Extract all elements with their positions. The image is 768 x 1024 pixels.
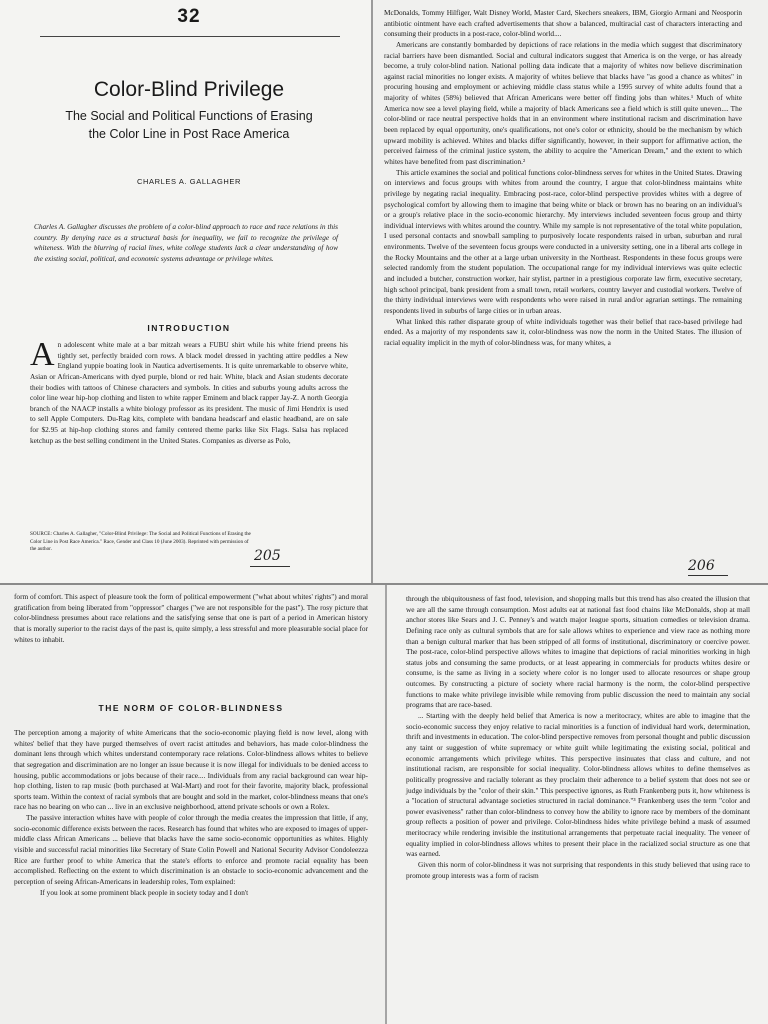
introduction-text	[30, 336, 348, 446]
block-quote: If you look at some prominent black people in society today and I don't	[40, 887, 249, 897]
handwritten-page-number: 206	[688, 558, 715, 574]
handwritten-page-number: 205	[254, 548, 281, 564]
page-seam	[371, 0, 373, 584]
chapter-abstract: Charles A. Gallagher discusses the problem of a color-blind approach to race and race relations in this country. By denying race as a structural basis for inequality, we fail to recognize the privilege of whiteness. With the blurring of racial lines, white college students lack a clear understanding of how the existing social, political, and economic systems advantage or privilege whites.	[34, 222, 338, 263]
page-seam	[0, 583, 768, 585]
page-207	[0, 584, 386, 1024]
page-207-lead	[14, 592, 368, 645]
page-206	[372, 0, 768, 584]
paragraph: The perception among a majority of white Americans that the socio-economic playing field is now level, along with whites' belief that they have purged themselves of overt racist attitudes and behaviors, has made color-blindness the dominant lens through which whites understand contemporary race relations. Color-blindness allows whites to believe that segregation and discrimination are no longer an issue because it is now illegal for individuals to be denied access to housing, public accommodations or jobs because of their race.... Individuals from any racial background can wear hip-hop clothing, listen to rap music (both purchased at Wal-Mart) and root for their favorite, majority black, professional sports team. Within the context of racial symbols that are bought and sold in the market, color-blindness means that one's race has no bearing on who can ... live in an exclusive neighborhood, attend private schools or own a Rolex.	[14, 728, 368, 812]
paragraph: This article examines the social and political functions color-blindness serves for whites in the United States. Drawing on interviews and focus groups with whites from around the country, I argue that color-blindness maintains white privilege by negating racial inequality. Embracing post-race, color-blind perspective provides whites with a degree of psychological comfort by allowing them to imagine that being white or black or brown has no bearing on an individual's or a group's relative place in the socio-economic hierarchy. My interviews included seventeen focus group and thirty individual interviews with whites around the country. While my sample is not representative of the total white population, I used personal contacts and snowball sampling to purposively locate respondents raised in urban, suburban and rural environments. Twelve of the seventeen focus groups were conducted in a university setting, one in a liberal arts college in the Rocky Mountains and the other at a large urban university in the Northeast. Respondents in these focus groups were selected randomly from the student population. The occupational range for my individual interviews was quite eclectic and included a butcher, construction worker, hair stylist, partner in a prestigious corporate law firm, executive secretary, high school principal, bank president from a small town, retail workers, country lawyer and custodial workers. Twelve of the thirty individual interviews were with respondents who were raised in rural and/or agrarian settings. The remaining respondents lived in suburbs of large cities or in urban areas.	[384, 167, 742, 315]
paragraph: What linked this rather disparate group of white individuals together was their belief that race-based privilege had ended. As a majority of my respondents saw it, color-blindness was now the norm in the United States. The illusion of racial equality implicit in the myth of color-blindness was, for many whites, a	[384, 316, 742, 347]
chapter-author: CHARLES A. GALLAGHER	[136, 177, 242, 186]
paragraph: ... Starting with the deeply held belief that America is now a meritocracy, whites are able to imagine that the socio-economic success they enjoy relative to racial minorities is a function of individual hard work, determination, thrift and investments in education. The color-blind perspective removes from personal thought and public discussion any taint or suggestion of white supremacy or white guilt while legitimating the existing social, political and economic arrangements which privilege whites. This perspective insinuates that class and culture, and not institutional racism, are responsible for social inequality. Color-blindness allows whites to define themselves as politically progressive and racially tolerant as they proclaim their adherence to a belief system that does not see or judge individuals by the "color of their skin." This perspective ignores, as Ruth Frankenberg puts it, how whiteness is a "location of structural advantage societies structured in racial dominance."³ Frankenberg uses the term "color and power evasiveness" rather than color-blindness to convey how the ability to ignore race by members of the dominant group reflects a position of power and privilege. Color-blindness hides white privilege behind a mask of assumed meritocracy while rendering invisible the institutional arrangements that perpetuate racial inequality. The veneer of equality implied in color-blindness allows whites to present their place in the racialized social structure as one that was earned.	[406, 711, 750, 859]
section-heading: THE NORM OF COLOR-BLINDNESS	[98, 703, 284, 713]
introduction-paragraph: n adolescent white male at a bar mitzah wears a FUBU shirt while his white friend preens his tightly set, perfectly braided corn rows. A black model dressed in yachting attire peddles a New England yuppie boating look in Nautica advertisements. It is quite unremarkable to observe white, Asian or African-Americans with dyed purple, blond or red hair. White, black and Asian students decorate their bodies with tattoos of Chinese characters and symbols. In cities and suburbs young adults across the color line wear hip-hop clothing and listen to white rapper Eminem and black rapper Jay-Z. A north Georgia branch of the NAACP installs a white biology professor as its president. The music of Jimi Hendrix is used to sell Apple Computers. Du-Rag kits, complete with bandana headscarf and elastic headband, are on sale for $2.95 at hip-hop clothing stores and family centered theme parks like Six Flags. Salsa has replaced ketchup as the best selling condiment in the United States. Companies as diverse as Polo,	[30, 340, 348, 445]
paragraph: The passive interaction whites have with people of color through the media creates the impression that little, if any, socio-economic difference exists between the races. Research has found that whites who are exposed to images of upper-middle class African Americans ... believe that blacks have the same socio-economic opportunities as whites. Highly visible and successful racial minorities like Secretary of State Colin Powell and National Security Advisor Condoleezza Rice are further proof to white America that the state's efforts to enforce and promote racial equality has been accomplished. Reflecting on the extent to which discrimination is an obstacle to socio-economic advancement and the perception of seeing African-Americans in leadership roles, Tom explained:	[14, 813, 368, 886]
page-208-text	[406, 594, 750, 881]
paragraph: through the ubiquitousness of fast food, television, and shopping malls but this trend has also created the illusion that we are all the same through consumption. Most adults eat at national fast food chains like McDonalds, shop at mall anchor stores like Sears and J. C. Penney's and watch major league sports, situation comedies or television drama. Defining race only as cultural symbols that are for sale allows whites to experience and view race as nothing more than a benign cultural marker that has been stripped of all forms of institutional, discriminatory or coercive power. The post-race, color-blind perspective allows whites to imagine that depictions of racial minorities working in high status jobs and consuming the same products, or at least appearing in commercials for products whites desire or consume, is the same as living in a society where color is no longer used to allocate resources or shape group outcomes. By constructing a picture of society where racial harmony is the norm, the color-blind perspective functions to make white privilege invisible while removing from public discussion the need to maintain any social programs that are race-based.	[406, 594, 750, 710]
page-207-text	[14, 728, 368, 898]
drop-cap: A	[30, 336, 55, 373]
introduction-heading: INTRODUCTION	[147, 323, 231, 333]
page-205	[0, 0, 372, 584]
handwritten-underline	[250, 566, 290, 567]
chapter-subtitle: The Social and Political Functions of Erasing the Color Line in Post Race America	[65, 109, 313, 141]
paragraph: McDonalds, Tommy Hilfiger, Walt Disney World, Master Card, Skechers sneakers, IBM, Giorgio Armani and Neosporin antibiotic ointment have each crafted advertisements that show a balanced, multiracial cast of characters interacting and consuming their products in a post-race, color-blind world....	[384, 8, 742, 39]
page-208	[386, 584, 768, 1024]
paragraph: Americans are constantly bombarded by depictions of race relations in the media which suggest that discriminatory racial barriers have been dismantled. Social and cultural indicators suggest that America is on the verge, or has already become, a truly color-blind nation. National polling data indicate that a majority of whites now believe discrimination against racial minorities no longer exists. A majority of whites believe that blacks have "as good a chance as whites" in procuring housing and employment or achieving middle class status while a 1995 survey of white adults found that a majority of whites (58%) believed that African Americans were better off finding jobs than whites.¹ Much of white America now see a level playing field, while a majority of black Americans see a field which is still quite uneven.... The color-blind or race neutral perspective holds that in an environment where institutional racism and discrimination have been replaced by equal opportunity, one's qualifications, not one's color or ethnicity, should be the mechanism by which upward mobility is achieved. Whites and blacks differ significantly, however, in their support for affirmative action, the perceived fairness of the criminal justice system, the ability to acquire the "American Dream," and the extent to which whites have benefited from past discrimination.²	[384, 39, 742, 166]
page-206-text	[384, 8, 742, 349]
paragraph: form of comfort. This aspect of pleasure took the form of political empowerment ("what about whites' rights") and moral gratification from being liberated from "oppressor" charges ("we are not responsible for the past"). The rosy picture that color-blindness presumes about race relations and the satisfying sense that one is part of a period in American history that is morally superior to the racist days of the past is, quite simply, a less stressful and more pleasurable social place for whites to inhabit.	[14, 592, 368, 644]
handwritten-underline	[688, 575, 728, 576]
source-note: SOURCE: Charles A. Gallagher, "Color-Blind Privilege: The Social and Political Functions of Erasing the Color Line in Post Race America." Race, Gender and Class 10 (June 2003). Reprinted with permission of the author.	[30, 531, 251, 553]
page-seam	[385, 585, 387, 1024]
paragraph: Given this norm of color-blindness it was not surprising that respondents in this study believed that using race to promote group interests was a form of racism	[406, 860, 750, 880]
chapter-title: Color-Blind Privilege	[93, 78, 285, 101]
chapter-rule	[40, 36, 340, 37]
chapter-number: 32	[177, 6, 201, 27]
